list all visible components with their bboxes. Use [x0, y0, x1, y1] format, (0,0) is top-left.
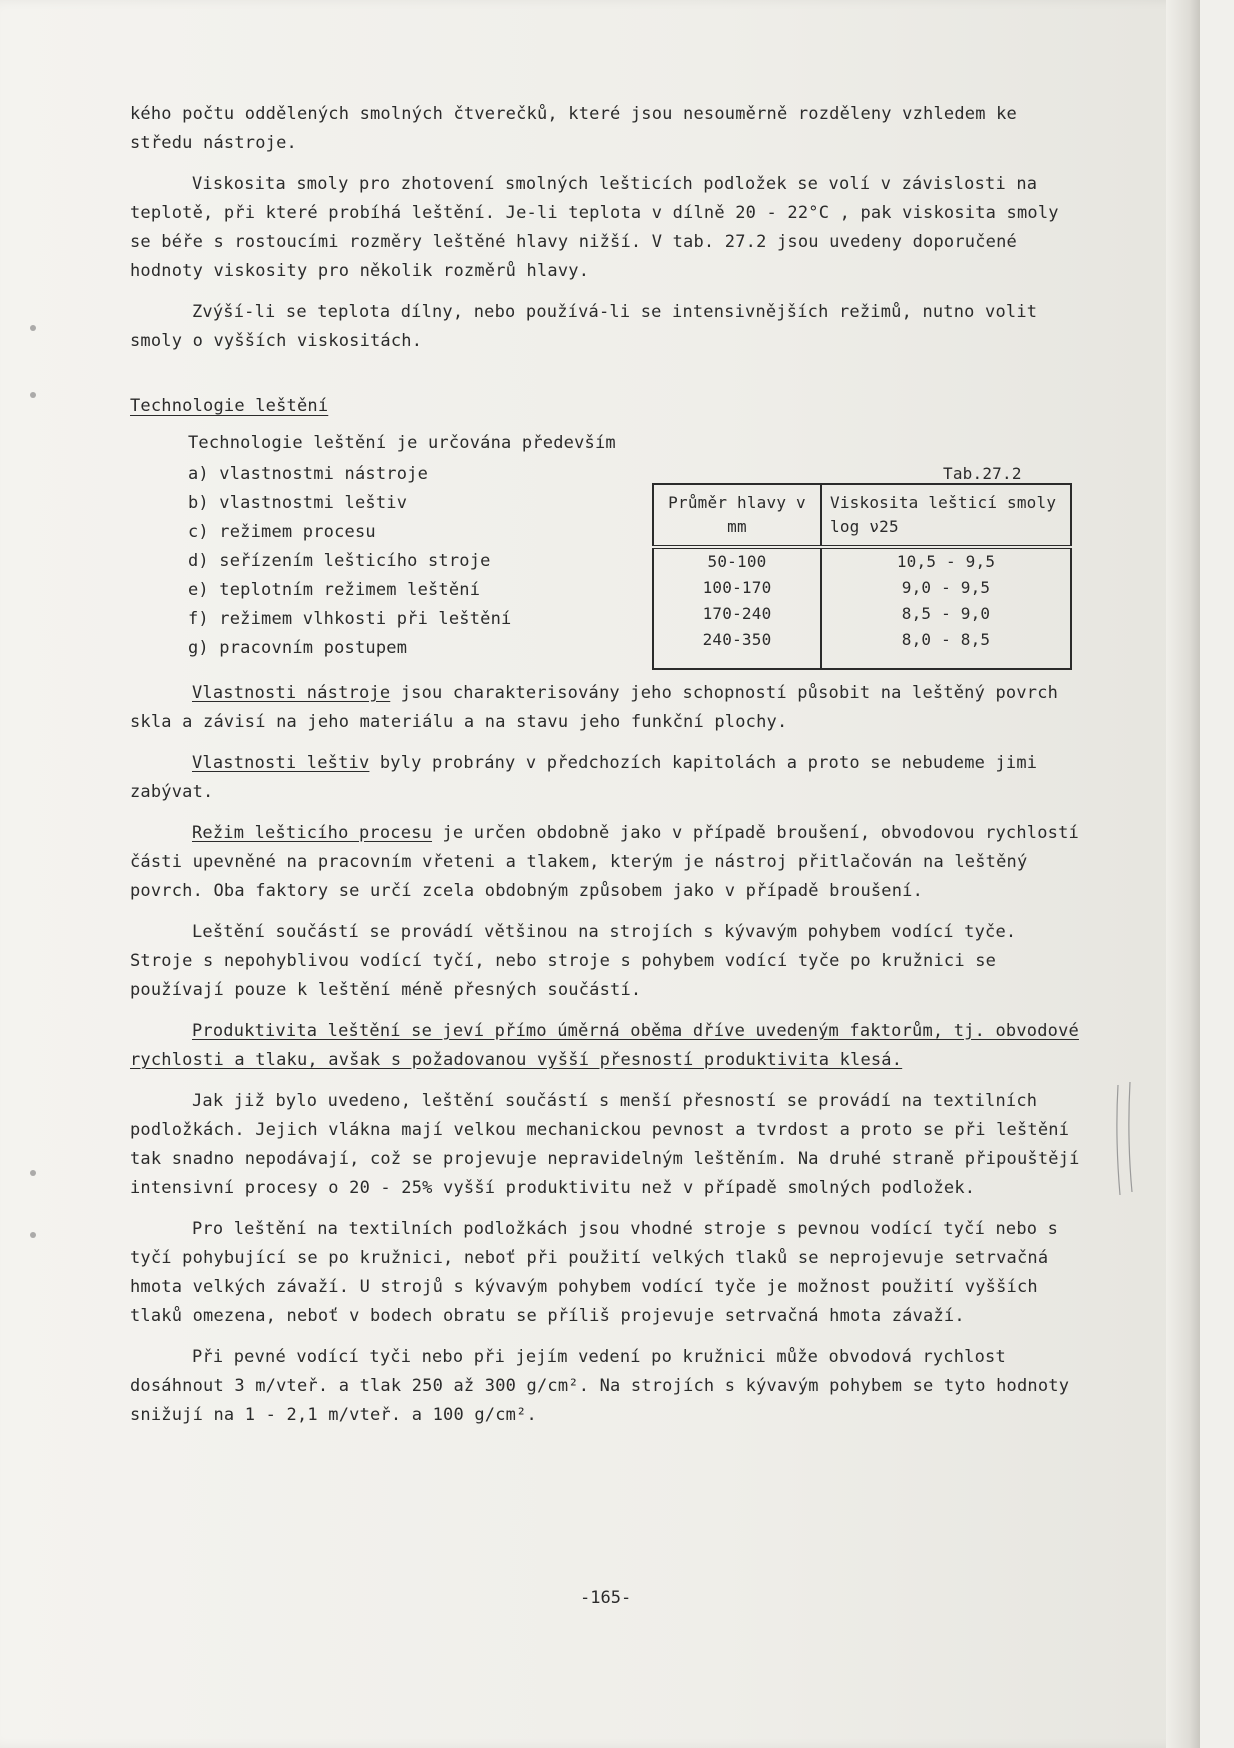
table-cell: 9,0 - 9,5: [821, 575, 1071, 601]
list-item: e) teplotním režimem leštění: [188, 580, 481, 600]
paragraph: Viskosita smoly pro zhotovení smolných lešticích podložek se volí v závislosti na teplotě, při které probíhá leštění. Je-li teplota v dílně 20 - 22°C , pak viskosita smoly se béře s rostoucími rozměry leštěné hlavy nižší. V tab. 27.2 jsou uvedeny doporučené hodnoty viskosity pro několik rozměrů hlavy.: [130, 174, 1059, 281]
table-row: [653, 601, 1071, 627]
paragraph-tool-properties: [130, 679, 1080, 737]
table-cell: 170-240: [653, 601, 821, 627]
list-item: a) vlastnostmi nástroje: [188, 464, 429, 484]
page-edge-shadow: [1166, 0, 1200, 1748]
list-item: b) vlastnostmi leštiv: [188, 493, 408, 513]
table-row: [653, 627, 1071, 669]
binding-hole-mark: [30, 1232, 36, 1238]
paragraph: Zvýší-li se teplota dílny, nebo používá-li se intensivnějších režimů, nutno volit smoly o vyšších viskositách.: [130, 302, 1038, 351]
paragraph: Pro leštění na textilních podložkách jsou vhodné stroje s pevnou vodící tyčí nebo s tyčí pohybující se po kružnici, neboť při použití velkých tlaků se neprojevuje setrvačná hmota velkých závaží. U strojů s kývavým pohybem vodící tyče je možnost použití vyšších tlaků omezena, neboť v bodech obratu se příliš projevuje setrvačná hmota závaží.: [130, 1219, 1059, 1326]
list-intro: Technologie leštění je určována především: [188, 433, 616, 453]
paragraph-polish-properties: [130, 749, 1080, 807]
page-number: -165-: [580, 1588, 632, 1608]
table-row: [653, 575, 1071, 601]
table-cell: 8,5 - 9,0: [821, 601, 1071, 627]
list-item: c) režimem procesu: [188, 522, 376, 542]
paragraph-process-regime: [130, 819, 1080, 906]
paragraph: Jak již bylo uvedeno, leštění součástí s menší přesností se provádí na textilních podložkách. Jejich vlákna mají velkou mechanickou pevnost a tvrdost a proto se při leštění tak snadno nepodávají, což se projevuje nepravidelným leštěním. Na druhé straně připouštějí intensivní procesy o 20 - 25% vyšší produktivitu než v případě smolných podložek.: [130, 1091, 1080, 1198]
table-label: Tab.27.2: [943, 464, 1022, 483]
paragraph-underlined: Produktivita leštění se jeví přímo úměrná oběma dříve uvedeným faktorům, tj. obvodové rychlosti a tlaku, avšak s požadovanou vyšší přesností produktivita klesá.: [130, 1021, 1079, 1070]
document-body: [130, 100, 1080, 1442]
table-header-diameter: Průměr hlavy v mm: [653, 484, 821, 547]
table-header-viscosity: Viskosita lešticí smoly log ν25: [821, 484, 1071, 547]
paragraph-text: byly probrány v předchozích kapitolách a proto se nebudeme jimi zabývat.: [130, 753, 1038, 802]
paragraph-text: je určen obdobně jako v případě broušení, obvodovou rychlostí části upevněné na pracovním vřeteni a tlakem, kterým je nástroj přitlačován na leštěný povrch. Oba faktory se určí zcela obdobným způsobem jako v případě broušení.: [130, 823, 1079, 901]
paragraph-text: jsou charakterisovány jeho schopností působit na leštěný povrch skla a závisí na jeho materiálu a na stavu jeho funkční plochy.: [130, 683, 1059, 732]
paragraph: Při pevné vodící tyči nebo při jejím vedení po kružnici může obvodová rychlost dosáhnout 3 m/vteř. a tlak 250 až 300 g/cm². Na strojích s kývavým pohybem se tyto hodnoty snižují na 1 - 2,1 m/vteř. a 100 g/cm².: [130, 1347, 1070, 1425]
technology-section: [130, 429, 1080, 679]
binding-hole-mark: [30, 1170, 36, 1176]
underlined-term: Vlastnosti nástroje: [192, 683, 391, 703]
underlined-term: Režim lešticího procesu: [192, 823, 433, 843]
table-cell: 8,0 - 8,5: [821, 627, 1071, 669]
underlined-term: Vlastnosti leštiv: [192, 753, 370, 773]
table-cell: 10,5 - 9,5: [821, 547, 1071, 575]
table-cell: 50-100: [653, 547, 821, 575]
list-item: g) pracovním postupem: [188, 638, 408, 658]
pencil-mark-decoration: [1108, 1080, 1168, 1200]
table-cell: 240-350: [653, 627, 821, 669]
binding-hole-mark: [30, 325, 36, 331]
list-item: d) seřízením lešticího stroje: [188, 551, 491, 571]
technology-list: [188, 429, 708, 663]
table-row: [653, 547, 1071, 575]
table-header-row: [653, 484, 1071, 547]
viscosity-table: [652, 483, 1072, 670]
list-item: f) režimem vlhkosti při leštění: [188, 609, 512, 629]
binding-hole-mark: [30, 392, 36, 398]
table-cell: 100-170: [653, 575, 821, 601]
paragraph: Leštění součástí se provádí většinou na strojích s kývavým pohybem vodící tyče. Stroje s nepohyblivou vodící tyčí, nebo stroje s pohybem vodící tyče po kružnici se používají pouze k leštění méně přesných součástí.: [130, 922, 1017, 1000]
paragraph: kého počtu oddělených smolných čtverečků, které jsou nesouměrně rozděleny vzhledem ke středu nástroje.: [130, 104, 1017, 153]
section-heading: Technologie leštění: [130, 396, 329, 416]
